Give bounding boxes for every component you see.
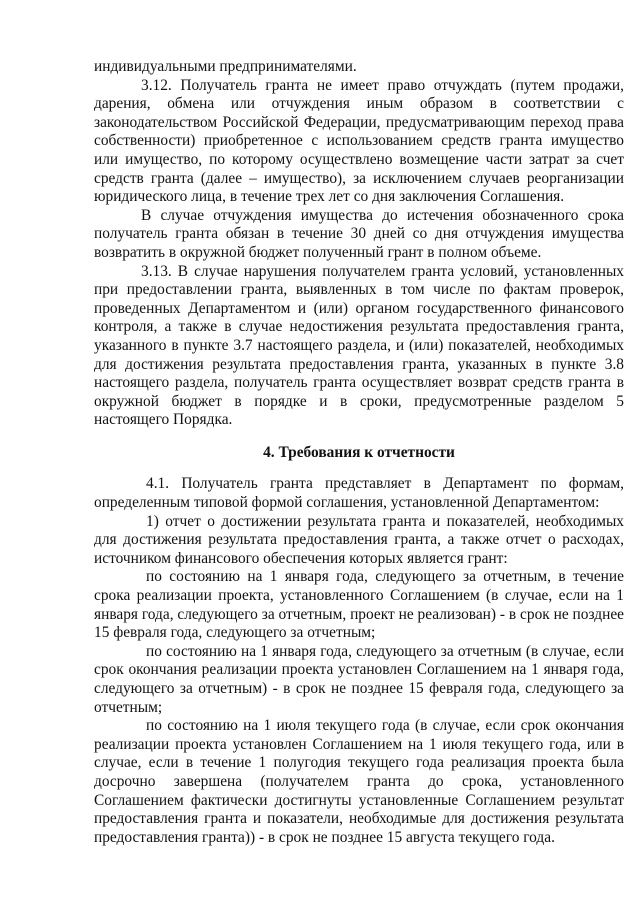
paragraph-report-jul: по состоянию на 1 июля текущего года (в случае, если срок окончания реализации проекта установлен Соглашением на 1 июля текущего года, или в случае, если в течение 1 полугодия текущего года реализация проекта была досрочно завершена (получателем гранта до срока, установленного Соглашением фактически достигнуты установленные Соглашением результат предоставления гранта и показатели, необходимые для достижения результата предоставления гранта)) - в срок не позднее 15 августа текущего года. — [94, 717, 624, 846]
paragraph-report-jan-1: по состоянию на 1 января года, следующего за отчетным, в течение срока реализации проекта, установленного Соглашением (в случае, если на 1 января года, следующего за отчетным, проект не реализован) - в срок не позднее 15 февраля года, следующего за отчетным; — [94, 568, 624, 642]
paragraph-3-13: 3.13. В случае нарушения получателем гранта условий, установленных при предоставлении гранта, выявленных в том числе по фактам проверок, проведенных Департаментом и (или) органом государственного финансового контроля, а также в случае недостижения результата предоставления гранта, указанного в пункте 3.7 настоящего раздела, и (или) показателей, необходимых для достижения результата предоставления гранта, указанных в пункте 3.8 настоящего раздела, получатель гранта осуществляет возврат средств гранта в окружной бюджет в порядке и в сроки, предусмотренные разделом 5 настоящего Порядка. — [94, 262, 624, 429]
paragraph-3-12: 3.12. Получатель гранта не имеет право отчуждать (путем продажи, дарения, обмена или отчуждения иным образом в соответствии с законодательством Российской Федерации, предусматривающим переход права собственности) приобретенное с использованием средств гранта имущество или имущество, по которому осуществлено возмещение части затрат за счет средств гранта (далее – имущество), за исключением случаев реорганизации юридического лица, в течение трех лет со дня заключения Соглашения. — [94, 76, 624, 206]
document-page — [94, 58, 624, 847]
section-heading: 4. Требования к отчетности — [263, 443, 455, 461]
paragraph-alienation: В случае отчуждения имущества до истечения обозначенного срока получатель гранта обязан в течение 30 дней со дня отчуждения имущества возвратить в окружной бюджет полученный грант в полном объеме. — [94, 206, 624, 261]
paragraph-report-item-1: 1) отчет о достижении результата гранта и показателей, необходимых для достижения результата предоставления гранта, а также отчет о расходах, источником финансового обеспечения которых является грант: — [94, 512, 624, 567]
paragraph-continuation: индивидуальными предпринимателями. — [94, 58, 357, 75]
paragraph-4-1: 4.1. Получатель гранта представляет в Департамент по формам, определенным типовой формой соглашения, установленной Департаментом: — [94, 475, 624, 512]
paragraph-report-jan-2: по состоянию на 1 января года, следующего за отчетным (в случае, если срок окончания реализации проекта установлен Соглашением на 1 января года, следующего за отчетным) - в срок не позднее 15 февраля года, следующего за отчетным; — [94, 642, 624, 716]
